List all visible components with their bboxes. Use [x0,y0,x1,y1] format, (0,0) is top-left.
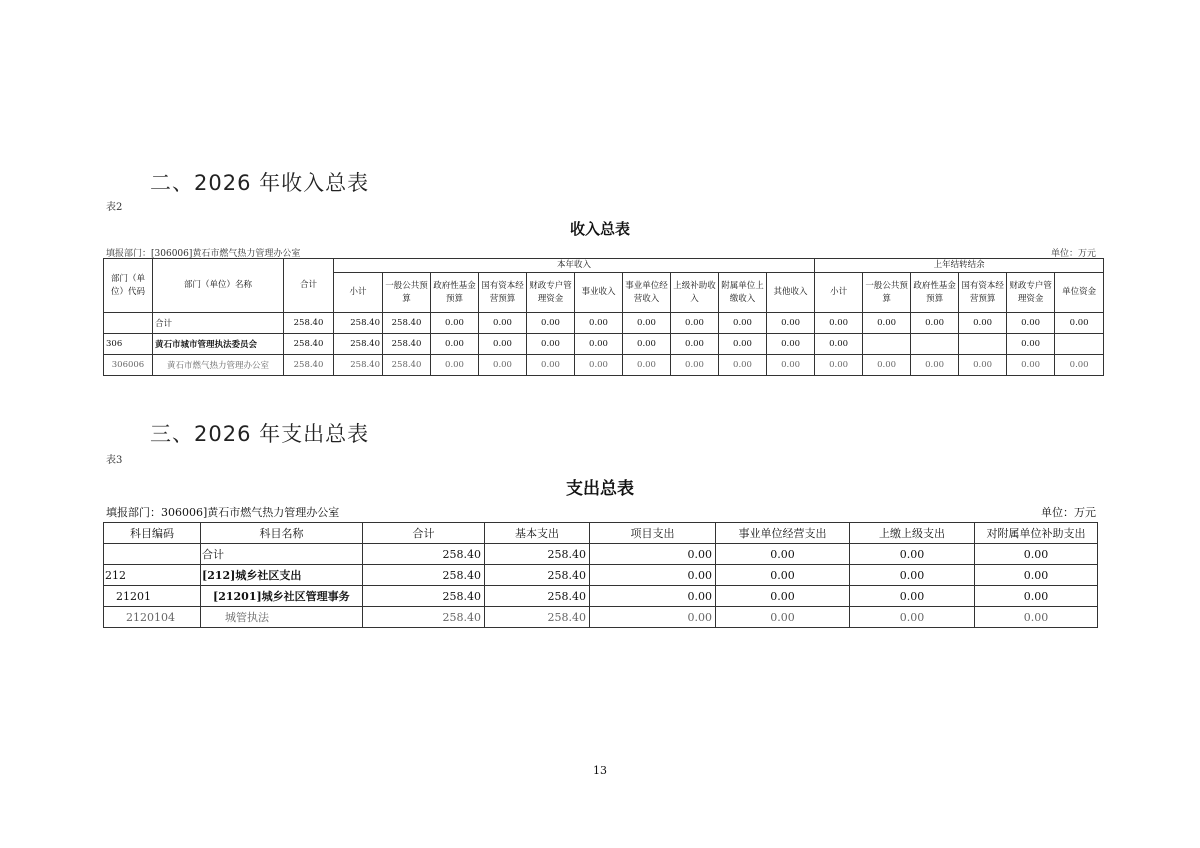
income-cell-prior [863,334,911,355]
income-cell-current: 0.00 [623,355,671,376]
expense-cell-value: 0.00 [975,565,1098,586]
expense-cell-code: 21201 [104,586,201,607]
expense-cell-value: 0.00 [590,565,716,586]
income-header-name: 部门（单位）名称 [153,259,284,313]
income-cell-current: 0.00 [527,313,575,334]
expense-cell-value: 0.00 [850,607,975,628]
income-subheader-prior: 财政专户管理资金 [1007,273,1055,313]
income-cell-total: 258.40 [284,334,334,355]
income-cell-current: 0.00 [575,313,623,334]
income-table-title: 收入总表 [569,220,630,238]
income-cell-prior: 0.00 [815,355,863,376]
expense-header: 合计 [363,523,485,544]
income-cell-prior: 0.00 [815,334,863,355]
expense-table [103,522,1098,628]
income-cell-current: 0.00 [575,355,623,376]
income-cell-current: 258.40 [334,355,383,376]
income-cell-prior: 0.00 [1007,334,1055,355]
expense-dept-label: 填报部门：306006]黄石市燃气热力管理办公室 [106,506,340,519]
income-subheader-prior: 单位资金 [1055,273,1104,313]
income-subheader-prior: 小计 [815,273,863,313]
page-number: 13 [593,764,607,777]
income-cell-prior: 0.00 [863,313,911,334]
income-unit-label: 单位：万元 [1050,249,1096,259]
income-cell-current: 0.00 [479,334,527,355]
income-subheader-current: 一般公共预算 [383,273,431,313]
income-cell-current: 0.00 [479,313,527,334]
income-cell-prior: 0.00 [1007,355,1055,376]
income-cell-prior: 0.00 [1007,313,1055,334]
expense-cell-name: 合计 [201,544,363,565]
income-cell-prior: 0.00 [1055,355,1104,376]
expense-header: 基本支出 [485,523,590,544]
expense-unit-label: 单位：万元 [1041,506,1096,519]
income-cell-prior: 0.00 [1055,313,1104,334]
income-cell-name: 黄石市燃气热力管理办公室 [153,355,284,376]
expense-cell-value: 0.00 [975,544,1098,565]
income-dept-label: 填报部门：[306006]黄石市燃气热力管理办公室 [106,249,301,259]
expense-header: 对附属单位补助支出 [975,523,1098,544]
expense-cell-name: [212]城乡社区支出 [201,565,363,586]
income-cell-current: 0.00 [479,355,527,376]
income-cell-current: 0.00 [767,334,815,355]
income-subheader-current: 事业单位经营收入 [623,273,671,313]
expense-cell-code: 212 [104,565,201,586]
income-cell-name: 黄石市城市管理执法委员会 [153,334,284,355]
expense-cell-value: 258.40 [363,607,485,628]
expense-cell-name: 城管执法 [201,607,363,628]
income-cell-current: 258.40 [383,355,431,376]
income-subheader-current: 财政专户管理资金 [527,273,575,313]
expense-header: 事业单位经营支出 [716,523,850,544]
expense-cell-value: 0.00 [716,586,850,607]
expense-table-row [104,586,1098,607]
income-cell-current: 0.00 [431,313,479,334]
income-cell-current: 0.00 [767,313,815,334]
income-cell-code: 306 [104,334,153,355]
expense-header: 上缴上级支出 [850,523,975,544]
income-subheader-current: 小计 [334,273,383,313]
expense-cell-value: 258.40 [485,607,590,628]
income-cell-prior [1055,334,1104,355]
income-cell-current: 258.40 [383,334,431,355]
expense-cell-value: 0.00 [975,586,1098,607]
income-cell-current: 0.00 [623,313,671,334]
expense-section-title: 三、2026 年支出总表 [150,422,370,446]
income-cell-current: 0.00 [623,334,671,355]
income-cell-prior [911,334,959,355]
expense-cell-value: 0.00 [590,544,716,565]
expense-table-title: 支出总表 [566,479,634,499]
income-cell-prior: 0.00 [959,313,1007,334]
income-subheader-current: 事业收入 [575,273,623,313]
income-table [103,258,1104,376]
expense-header: 科目名称 [201,523,363,544]
expense-cell-code: 2120104 [104,607,201,628]
expense-cell-value: 0.00 [850,586,975,607]
income-subheader-current: 上级补助收入 [671,273,719,313]
income-cell-prior [959,334,1007,355]
expense-cell-value: 258.40 [363,544,485,565]
expense-cell-value: 258.40 [485,544,590,565]
income-cell-current: 258.40 [334,334,383,355]
income-cell-total: 258.40 [284,313,334,334]
income-cell-current: 0.00 [431,355,479,376]
expense-cell-value: 0.00 [590,586,716,607]
income-cell-current: 0.00 [527,334,575,355]
income-cell-current: 0.00 [671,313,719,334]
expense-cell-value: 0.00 [850,544,975,565]
income-subheader-current: 政府性基金预算 [431,273,479,313]
expense-table-row [104,544,1098,565]
income-cell-current: 0.00 [671,355,719,376]
expense-cell-value: 258.40 [485,586,590,607]
income-cell-name: 合计 [153,313,284,334]
expense-cell-value: 0.00 [716,607,850,628]
income-cell-prior: 0.00 [911,355,959,376]
income-subheader-current: 其他收入 [767,273,815,313]
income-table-row [104,334,1104,355]
income-subheader-prior: 一般公共预算 [863,273,911,313]
income-cell-current: 0.00 [575,334,623,355]
income-cell-current: 258.40 [334,313,383,334]
expense-header: 项目支出 [590,523,716,544]
income-cell-prior: 0.00 [815,313,863,334]
income-cell-prior: 0.00 [911,313,959,334]
income-cell-total: 258.40 [284,355,334,376]
income-cell-code: 306006 [104,355,153,376]
income-cell-current: 0.00 [527,355,575,376]
expense-cell-value: 0.00 [590,607,716,628]
income-cell-current: 0.00 [719,334,767,355]
expense-cell-value: 258.40 [363,586,485,607]
income-cell-current: 0.00 [431,334,479,355]
expense-header: 科目编码 [104,523,201,544]
expense-cell-name: [21201]城乡社区管理事务 [201,586,363,607]
expense-cell-value: 258.40 [485,565,590,586]
expense-cell-value: 0.00 [850,565,975,586]
expense-cell-value: 258.40 [363,565,485,586]
income-cell-prior: 0.00 [959,355,1007,376]
income-subheader-current: 附属单位上缴收入 [719,273,767,313]
income-subheader-current: 国有资本经营预算 [479,273,527,313]
income-table-row [104,313,1104,334]
income-subheader-prior: 政府性基金预算 [911,273,959,313]
expense-table-number: 表3 [106,455,123,466]
income-cell-current: 258.40 [383,313,431,334]
income-cell-current: 0.00 [671,334,719,355]
expense-table-row [104,565,1098,586]
expense-cell-value: 0.00 [716,544,850,565]
income-header-prior-group: 上年结转结余 [815,259,1104,273]
income-table-row [104,355,1104,376]
expense-cell-code [104,544,201,565]
expense-cell-value: 0.00 [975,607,1098,628]
income-subheader-prior: 国有资本经营预算 [959,273,1007,313]
income-header-total: 合计 [284,259,334,313]
income-cell-current: 0.00 [767,355,815,376]
income-cell-code [104,313,153,334]
income-section-title: 二、2026 年收入总表 [150,171,370,195]
income-cell-prior: 0.00 [863,355,911,376]
income-cell-current: 0.00 [719,313,767,334]
income-header-code: 部门（单位）代码 [104,259,153,313]
income-header-current-group: 本年收入 [334,259,815,273]
expense-table-row [104,607,1098,628]
expense-cell-value: 0.00 [716,565,850,586]
income-table-number: 表2 [106,202,123,213]
income-cell-current: 0.00 [719,355,767,376]
